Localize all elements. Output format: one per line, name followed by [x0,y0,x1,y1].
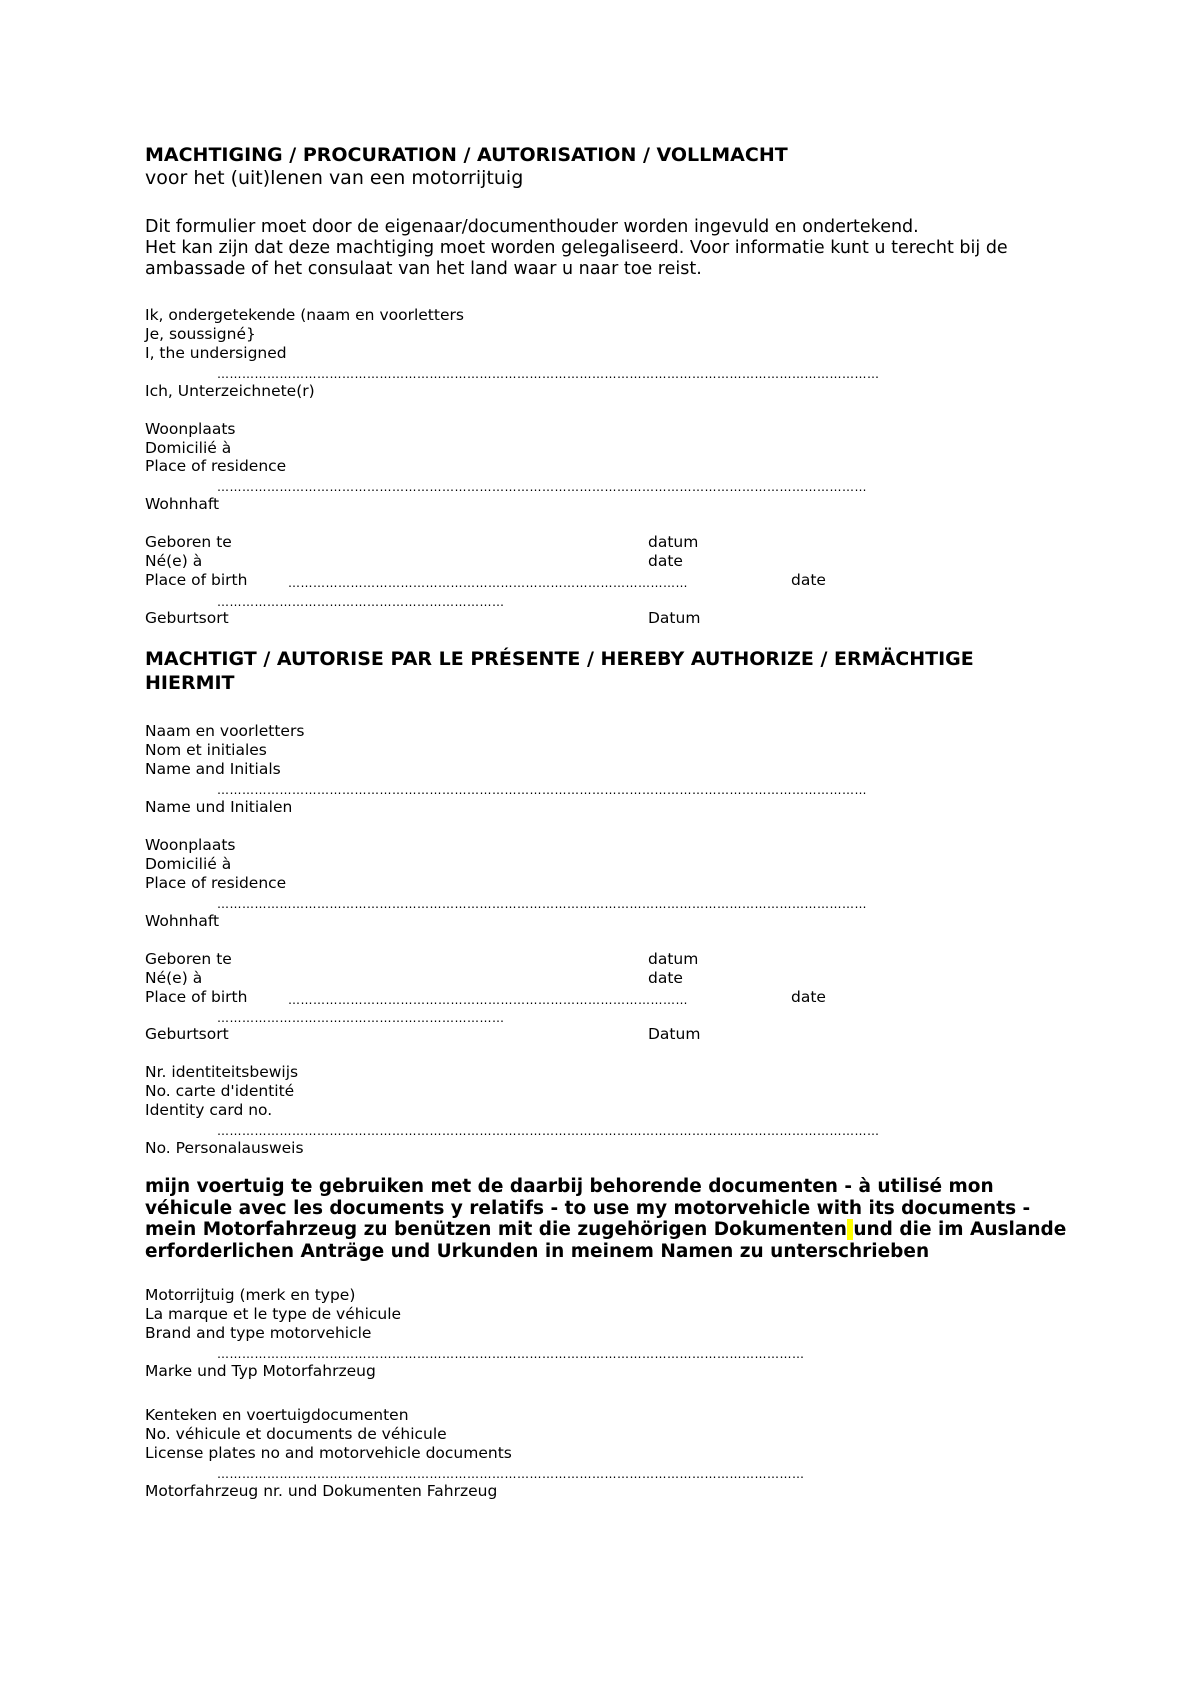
owner-birthdate-label-fr: date [648,552,683,570]
authorized-name-field[interactable]: ………………………………………………………………………………………………………………………………………… [217,784,867,796]
owner-residence-label-en: Place of residence [145,457,287,475]
vehicle-brand-label-de: Marke und Typ Motorfahrzeug [145,1362,376,1380]
owner-residence-label-fr: Domicilié à [145,439,232,457]
authorized-birthdate-label-de: Datum [648,1025,701,1043]
vehicle-plates-label-nl: Kenteken en voertuigdocumenten [145,1406,409,1424]
usage-line-3-part-a: mein Motorfahrzeug zu benützen mit die zugehörigen Dokumenten [145,1219,847,1240]
authorized-birthdate-field[interactable]: …………………………………………………………… [217,1012,505,1024]
authorized-residence-field[interactable]: ………………………………………………………………………………………………………………………………………… [217,898,867,910]
usage-line-3-part-b: und die im Auslande [853,1219,1067,1240]
authorize-heading-line-1: MACHTIGT / AUTORISE PAR LE PRÉSENTE / HEREBY AUTHORIZE / ERMÄCHTIGE [145,648,974,670]
vehicle-brand-label-en: Brand and type motorvehicle [145,1324,372,1342]
owner-birthdate-field[interactable]: …………………………………………………………… [217,596,505,608]
authorized-birthplace-label-fr: Né(e) à [145,969,203,987]
authorized-id-label-de: No. Personalausweis [145,1139,304,1157]
owner-birthdate-label-nl: datum [648,533,699,551]
owner-birthdate-label-de: Datum [648,609,701,627]
authorized-name-label-fr: Nom et initiales [145,741,267,759]
authorized-id-label-fr: No. carte d'identité [145,1082,295,1100]
authorized-birthplace-field[interactable]: …………………………………………………………………………………… [288,994,688,1006]
owner-residence-field[interactable]: ………………………………………………………………………………………………………………………………………… [217,481,867,493]
owner-residence-label-de: Wohnhaft [145,495,220,513]
usage-line-1: mijn voertuig te gebruiken met de daarbij behorende documenten - à utilisé mon [145,1176,994,1197]
vehicle-plates-field[interactable]: …………………………………………………………………………………………………………………………… [217,1468,805,1480]
intro-line-2: Het kan zijn dat deze machtiging moet worden gelegaliseerd. Voor informatie kunt u terecht bij de [145,238,1008,258]
authorized-id-field[interactable]: …………………………………………………………………………………………………………………………………………… [217,1125,880,1137]
authorized-residence-label-de: Wohnhaft [145,912,220,930]
owner-name-label-en: I, the undersigned [145,344,287,362]
vehicle-brand-field[interactable]: …………………………………………………………………………………………………………………………… [217,1348,805,1360]
vehicle-plates-label-fr: No. véhicule et documents de véhicule [145,1425,447,1443]
usage-line-4: erforderlichen Anträge und Urkunden in meinem Namen zu unterschrieben [145,1241,930,1262]
authorized-birthplace-label-en: Place of birth [145,988,248,1006]
authorize-heading-line-2: HIERMIT [145,672,235,694]
vehicle-brand-label-nl: Motorrijtuig (merk en type) [145,1286,356,1304]
owner-birthplace-label-nl: Geboren te [145,533,232,551]
authorized-residence-label-fr: Domicilié à [145,855,232,873]
authorized-name-label-de: Name und Initialen [145,798,293,816]
intro-line-3: ambassade of het consulaat van het land waar u naar toe reist. [145,259,702,279]
owner-birthplace-label-fr: Né(e) à [145,552,203,570]
usage-line-2: véhicule avec les documents y relatifs - to use my motorvehicle with its documents - [145,1198,1031,1219]
owner-name-label-nl: Ik, ondergetekende (naam en voorletters [145,306,464,324]
authorized-id-label-nl: Nr. identiteitsbewijs [145,1063,299,1081]
authorized-birthdate-label-fr: date [648,969,683,987]
authorized-residence-label-nl: Woonplaats [145,836,236,854]
owner-birthplace-label-de: Geburtsort [145,609,229,627]
authorized-birthplace-label-nl: Geboren te [145,950,232,968]
authorized-id-label-en: Identity card no. [145,1101,273,1119]
owner-residence-label-nl: Woonplaats [145,420,236,438]
authorized-birthdate-label-nl: datum [648,950,699,968]
owner-name-field[interactable]: …………………………………………………………………………………………………………………………………………… [217,368,880,380]
authorized-name-label-en: Name and Initials [145,760,281,778]
authorized-birthdate-label-inline: date [791,988,826,1006]
vehicle-plates-label-en: License plates no and motorvehicle documents [145,1444,512,1462]
owner-birthplace-label-en: Place of birth [145,571,248,589]
intro-line-1: Dit formulier moet door de eigenaar/documenthouder worden ingevuld en ondertekend. [145,217,919,237]
authorized-birthplace-label-de: Geburtsort [145,1025,229,1043]
vehicle-brand-label-fr: La marque et le type de véhicule [145,1305,402,1323]
authorized-name-label-nl: Naam en voorletters [145,722,305,740]
owner-name-label-fr: Je, soussigné} [145,325,256,343]
owner-birthdate-label-inline: date [791,571,826,589]
owner-birthplace-field[interactable]: …………………………………………………………………………………… [288,577,688,589]
document-title: MACHTIGING / PROCURATION / AUTORISATION / VOLLMACHT [145,144,788,166]
vehicle-plates-label-de: Motorfahrzeug nr. und Dokumenten Fahrzeug [145,1482,498,1500]
document-subtitle: voor het (uit)lenen van een motorrijtuig [145,167,524,189]
usage-line-3 [145,1219,1066,1241]
authorized-residence-label-en: Place of residence [145,874,287,892]
owner-name-label-de: Ich, Unterzeichnete(r) [145,382,315,400]
